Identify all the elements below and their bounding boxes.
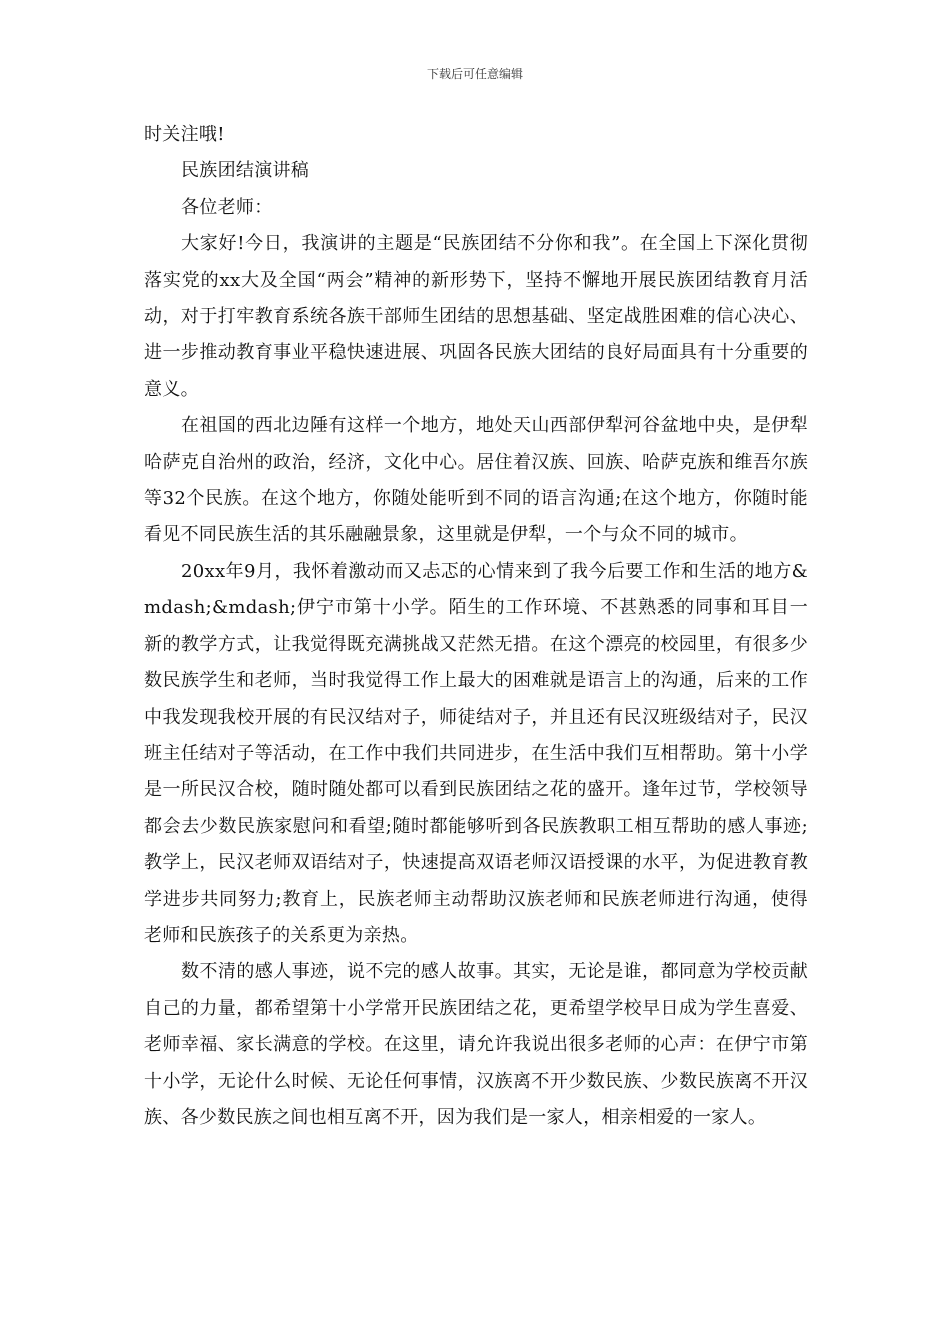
paragraph-1: 大家好!今日，我演讲的主题是“民族团结不分你和我”。在全国上下深化贯彻落实党的xx大及全国“两会”精神的新形势下，坚持不懈地开展民族团结教育月活动，对于打牢教育系统各族干部师生团结的思想基础、坚定战胜困难的信心决心、进一步推动教育事业平稳快速进展、巩固各民族大团结的良好局面具有十分重要的意义。 <box>144 233 808 400</box>
continuation-line: 时关注哦! <box>144 124 225 145</box>
speech-title: 民族团结演讲稿 <box>181 160 310 182</box>
paragraph-4: 数不清的感人事迹，说不完的感人故事。其实，无论是谁，都同意为学校贡献自己的力量，都希望第十小学常开民族团结之花，更希望学校早日成为学生喜爱、老师幸福、家长满意的学校。在这里，请允许我说出很多老师的心声：在伊宁市第十小学，无论什么时候、无论任何事情，汉族离不开少数民族、少数民族离不开汉族、各少数民族之间也相互离不开，因为我们是一家人，相亲相爱的一家人。 <box>144 961 808 1128</box>
paragraph-2: 在祖国的西北边陲有这样一个地方，地处天山西部伊犁河谷盆地中央，是伊犁哈萨克自治州的政治，经济，文化中心。居住着汉族、回族、哈萨克族和维吾尔族等32个民族。在这个地方，你随处能听到不同的语言沟通;在这个地方，你随时能看见不同民族生活的其乐融融景象，这里就是伊犁，一个与众不同的城市。 <box>144 415 808 546</box>
document-body <box>144 117 808 1136</box>
paragraph-3: 20xx年9月，我怀着激动而又忐忑的心情来到了我今后要工作和生活的地方&mdash;&mdash;伊宁市第十小学。陌生的工作环境、不甚熟悉的同事和耳目一新的教学方式，让我觉得既充满挑战又茫然无措。在这个漂亮的校园里，有很多少数民族学生和老师，当时我觉得工作上最大的困难就是语言上的沟通，后来的工作中我发现我校开展的有民汉结对子，师徒结对子，并且还有民汉班级结对子，民汉班主任结对子等活动，在工作中我们共同进步，在生活中我们互相帮助。第十小学是一所民汉合校，随时随处都可以看到民族团结之花的盛开。逢年过节，学校领导都会去少数民族家慰问和看望;随时都能够听到各民族教职工相互帮助的感人事迹;教学上，民汉老师双语结对子，快速提高双语老师汉语授课的水平，为促进教育教学进步共同努力;教育上，民族老师主动帮助汉族老师和民族老师进行沟通，使得老师和民族孩子的关系更为亲热。 <box>144 560 808 946</box>
salutation: 各位老师： <box>181 196 273 218</box>
page-header-note: 下载后可任意编辑 <box>426 67 523 81</box>
